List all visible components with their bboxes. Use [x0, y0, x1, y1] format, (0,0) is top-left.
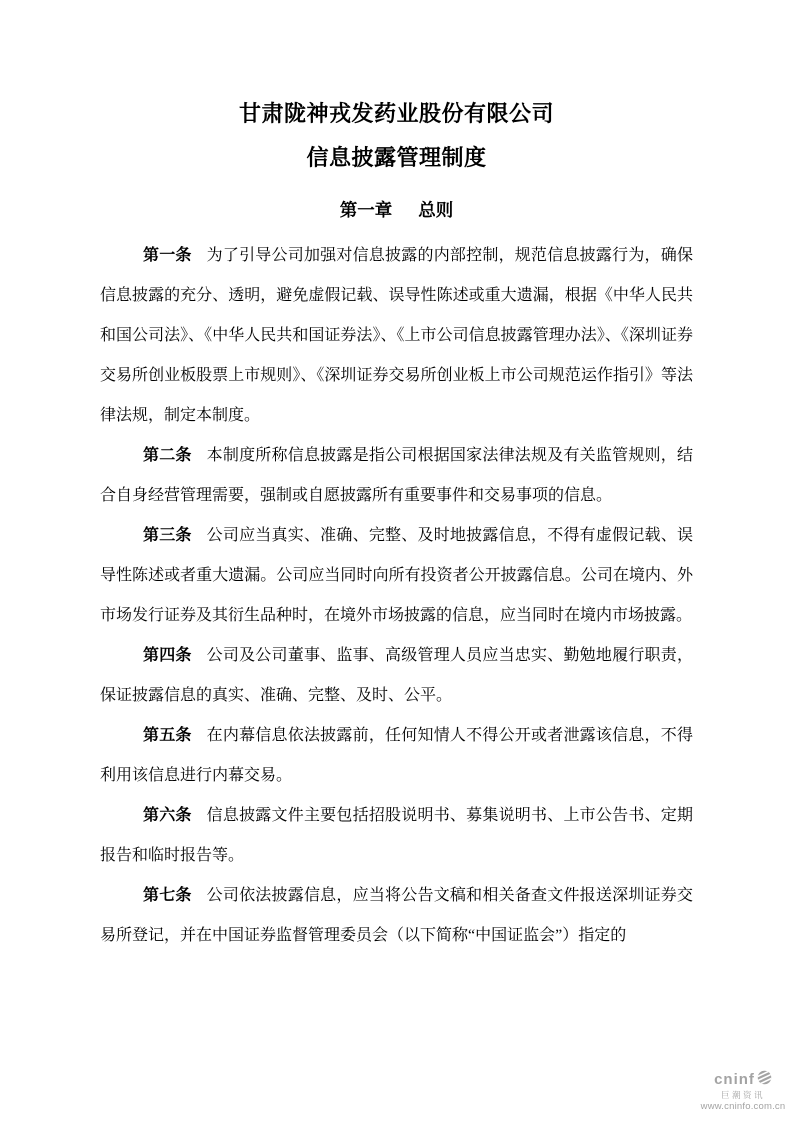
article-number: 第四条	[143, 647, 192, 664]
cninfo-sphere-icon	[757, 1070, 772, 1089]
article-number: 第七条	[143, 887, 192, 904]
article-text: 公司应当真实、准确、完整、及时地披露信息，不得有虚假记载、误导性陈述或者重大遗漏。公司应当同时向所有投资者公开披露信息。公司在境内、外市场发行证券及其衍生品种时，在境外市场披露的信息，应当同时在境内市场披露。	[100, 527, 693, 624]
cninfo-watermark	[697, 1070, 789, 1112]
article-text: 本制度所称信息披露是指公司根据国家法律法规及有关监管规则，结合自身经营管理需要，强制或自愿披露所有重要事件和交易事项的信息。	[100, 447, 693, 504]
article-paragraph	[100, 716, 693, 796]
document-subtitle: 信息披露管理制度	[306, 145, 487, 170]
article-number: 第一条	[143, 247, 192, 264]
cninfo-logo-row	[697, 1070, 789, 1089]
article-paragraph	[100, 796, 693, 876]
cninfo-url: www.cninfo.com.cn	[700, 1101, 786, 1112]
article-text: 为了引导公司加强对信息披露的内部控制，规范信息披露行为，确保信息披露的充分、透明，避免虚假记载、误导性陈述或重大遗漏，根据《中华人民共和国公司法》、《中华人民共和国证券法》、《上市公司信息披露管理办法》、《深圳证券交易所创业板股票上市规则》、《深圳证券交易所创业板上市公司规范运作指引》等法律法规，制定本制度。	[100, 247, 693, 424]
article-number: 第五条	[143, 727, 192, 744]
article-paragraph	[100, 876, 693, 956]
article-paragraph	[100, 236, 693, 436]
article-number: 第六条	[143, 807, 192, 824]
chapter-heading	[100, 199, 693, 221]
article-text: 在内幕信息依法披露前，任何知情人不得公开或者泄露该信息，不得利用该信息进行内幕交易。	[100, 727, 693, 784]
article-paragraph	[100, 516, 693, 636]
cninfo-brand-chinese: 巨潮资讯	[720, 1090, 765, 1100]
document-body	[100, 236, 693, 956]
article-text: 公司及公司董事、监事、高级管理人员应当忠实、勤勉地履行职责，保证披露信息的真实、准确、完整、及时、公平。	[100, 647, 693, 704]
article-text: 信息披露文件主要包括招股说明书、募集说明书、上市公告书、定期报告和临时报告等。	[100, 807, 693, 864]
chapter-number: 第一章	[339, 200, 393, 220]
document-title: 甘肃陇神戎发药业股份有限公司	[238, 101, 554, 126]
article-number: 第三条	[143, 527, 192, 544]
cninfo-logo-text: cninf	[714, 1070, 755, 1088]
chapter-title: 总则	[418, 200, 454, 220]
article-number: 第二条	[143, 447, 192, 464]
article-paragraph	[100, 636, 693, 716]
article-text: 公司依法披露信息，应当将公告文稿和相关备查文件报送深圳证券交易所登记，并在中国证券监督管理委员会（以下简称“中国证监会”）指定的	[100, 887, 693, 944]
article-paragraph	[100, 436, 693, 516]
